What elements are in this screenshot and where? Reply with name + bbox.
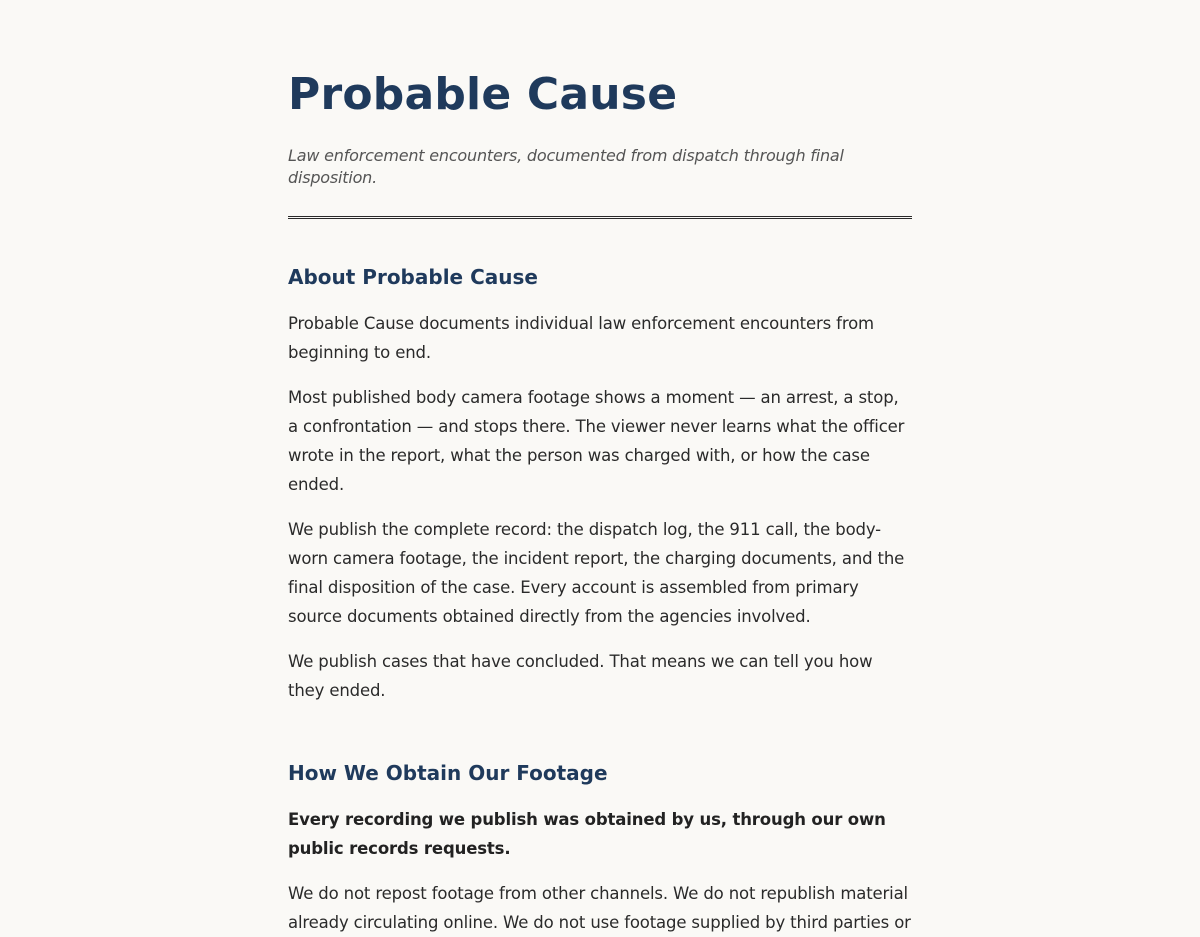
header-divider [288,216,912,219]
site-tagline: Law enforcement encounters, documented from dispatch through final disposition. [288,146,844,187]
footage-paragraph: We do not repost footage from other channels. We do not republish material already circulating online. We do not use footage supplied by third parties or [288,884,911,932]
about-paragraph: We publish cases that have concluded. That means we can tell you how they ended. [288,652,873,700]
footage-section [288,759,912,937]
site-title[interactable]: Probable Cause [288,69,678,120]
footage-lead-paragraph: Every recording we publish was obtained by us, through our own public records requests. [288,810,886,858]
footage-heading: How We Obtain Our Footage [288,761,608,785]
about-heading: About Probable Cause [288,265,538,289]
about-section [288,263,912,705]
about-paragraph: Most published body camera footage shows a moment — an arrest, a stop, a confrontation — and stops there. The viewer never learns what the officer wrote in the report, what the person was charged with, or how the case ended. [288,388,905,494]
site-header [288,64,912,219]
page [288,0,912,937]
about-paragraph: We publish the complete record: the dispatch log, the 911 call, the body-worn camera footage, the incident report, the charging documents, and the final disposition of the case. Every account is assembled from primary source documents obtained directly from the agencies involved. [288,520,905,626]
about-paragraph: Probable Cause documents individual law enforcement encounters from beginning to end. [288,314,874,362]
